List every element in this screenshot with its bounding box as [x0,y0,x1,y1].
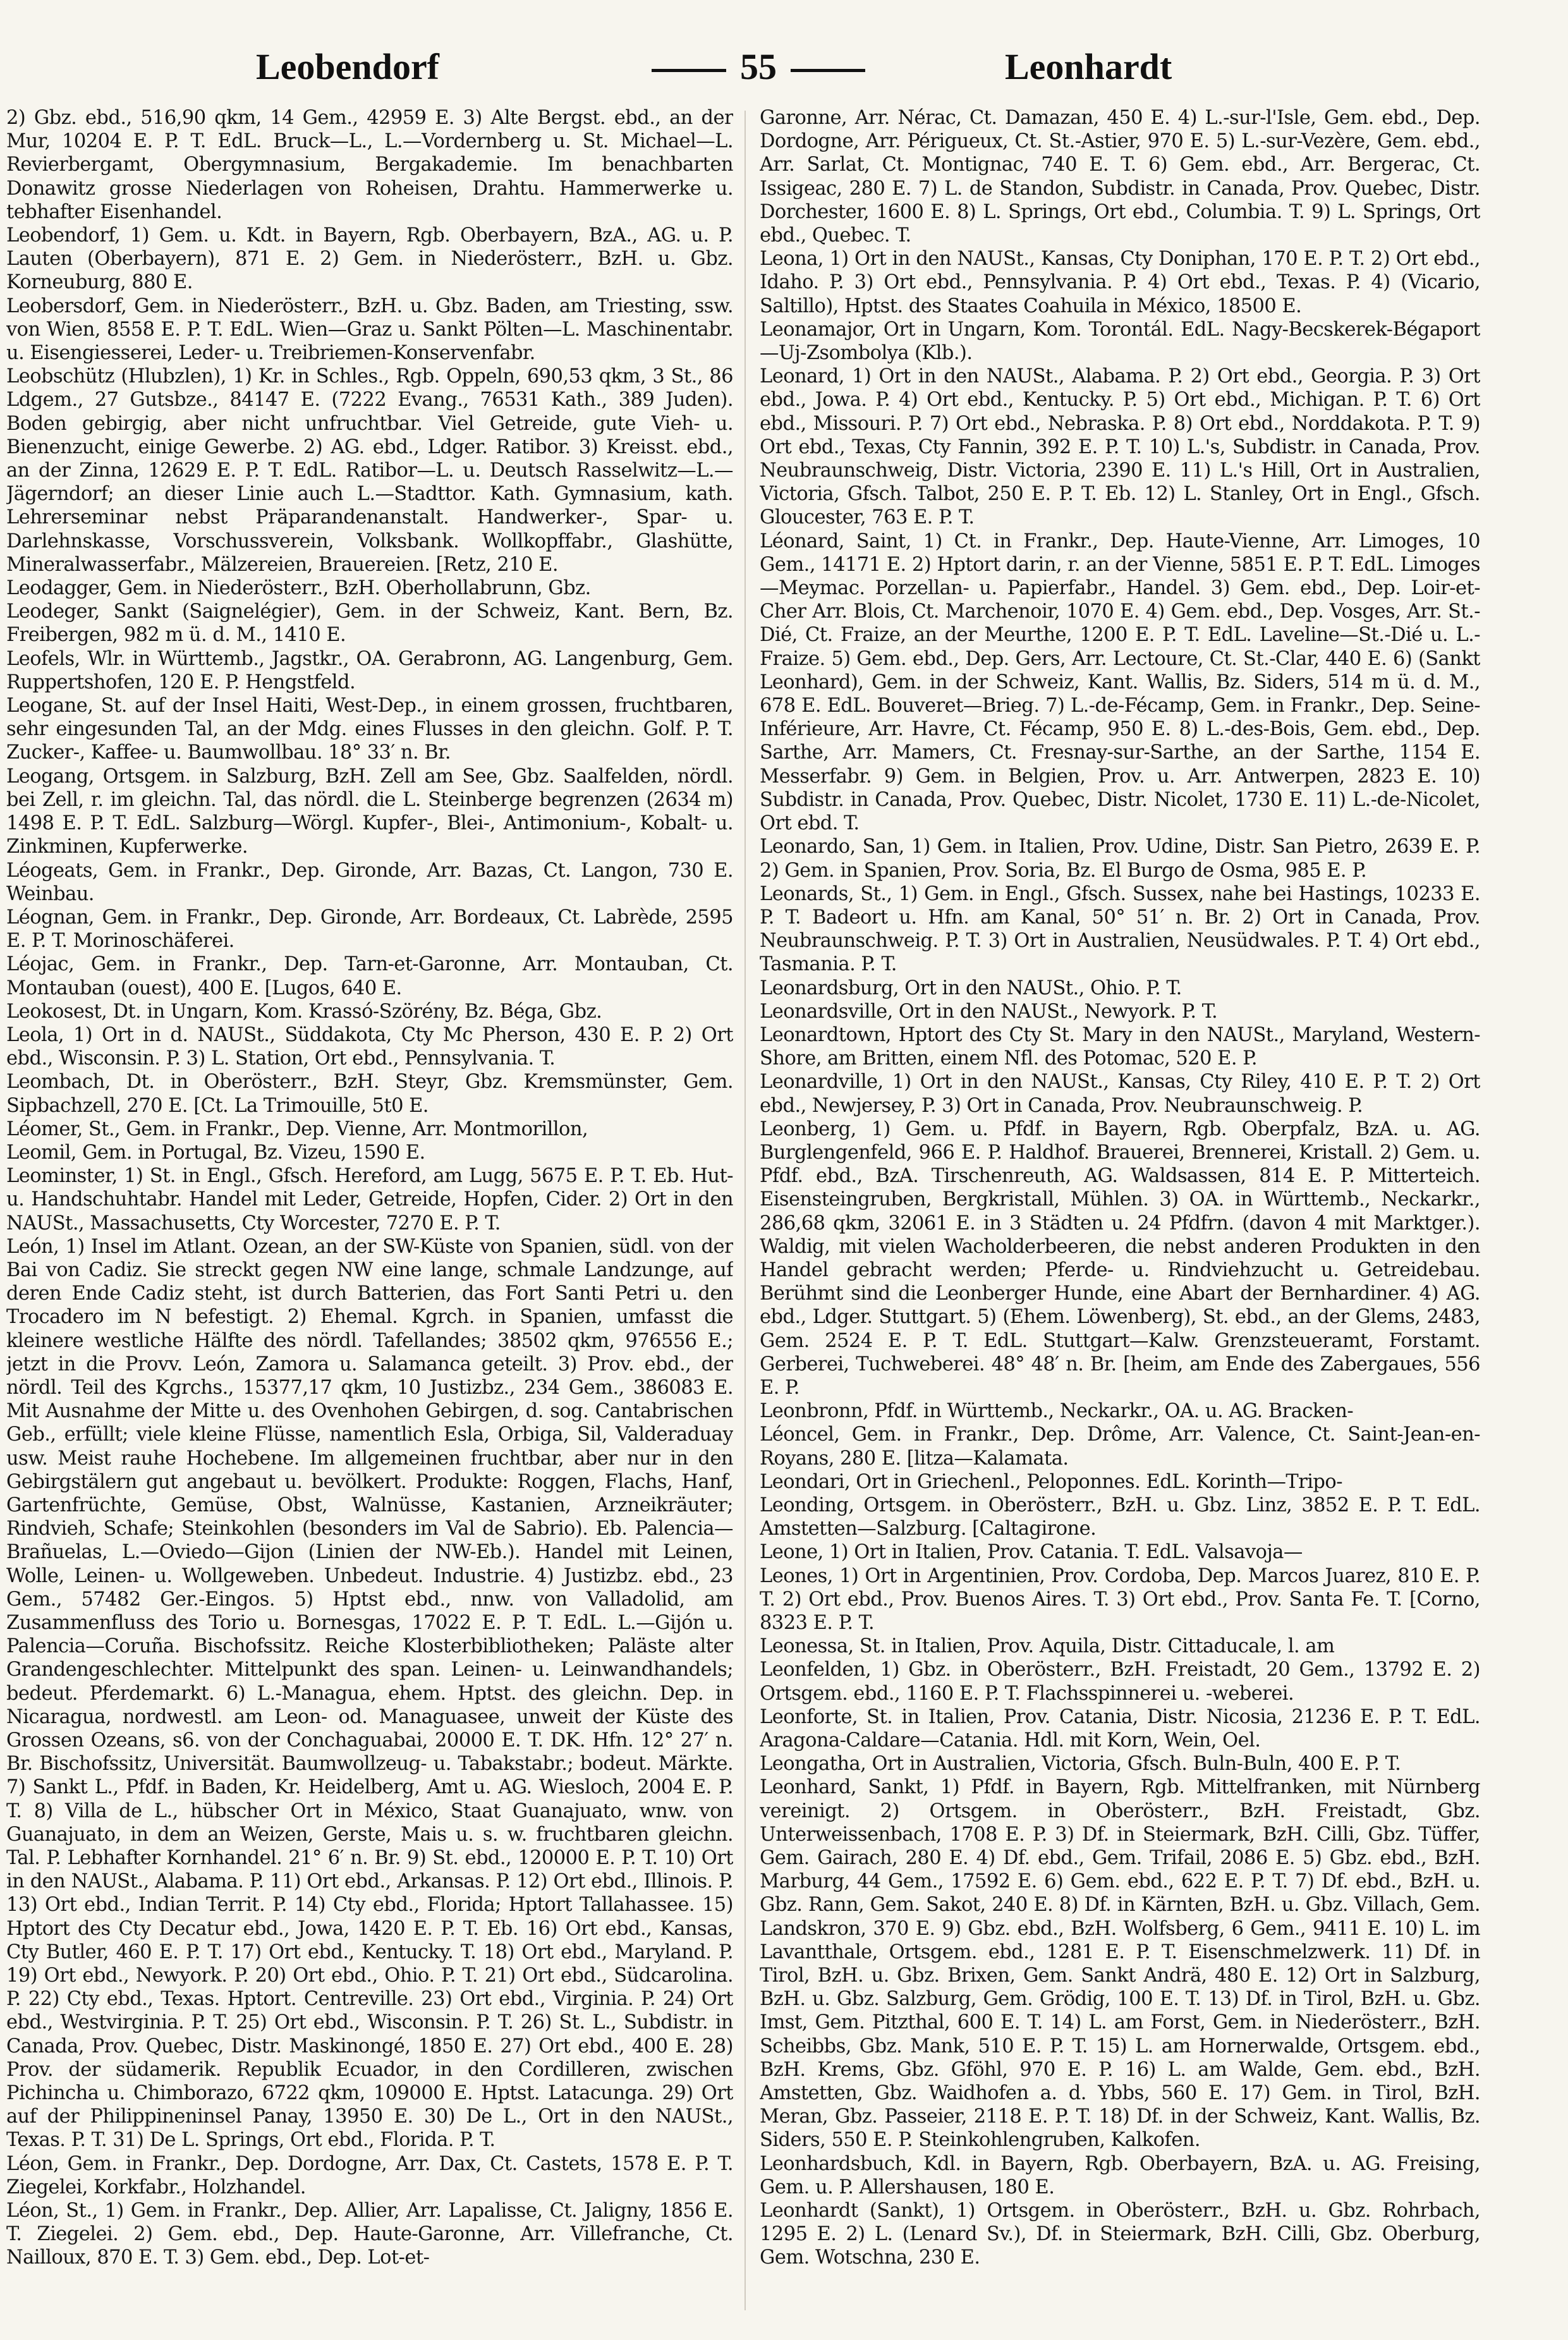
entry-paragraph: Leobendorf, 1) Gem. u. Kdt. in Bayern, Rgb. Oberbayern, BzA., AG. u. P. Lauten (Oberbayern), 871 E. 2) Gem. in Niederösterr., BzH. u. Gbz. Korneuburg, 880 E. [6,224,733,294]
entry-paragraph: Léoncel, Gem. in Frankr., Dep. Drôme, Arr. Valence, Ct. Saint-Jean-en-Royans, 280 E. [litza—Kalamata. [760,1423,1480,1470]
entry-paragraph: Garonne, Arr. Nérac, Ct. Damazan, 450 E. 4) L.-sur-l'Isle, Gem. ebd., Dep. Dordogne, Arr. Périgueux, Ct. St.-Astier, 970 E. 5) L.-sur-Vezère, Gem. ebd., Arr. Sarlat, Ct. Montignac, 740 E. T. 6) Gem. ebd., Arr. Bergerac, Ct. Issigeac, 280 E. 7) L. de Standon, Subdistr. in Canada, Prov. Quebec, Distr. Dorchester, 1600 E. 8) L. Springs, Ort ebd., Columbia. T. 9) L. Springs, Ort ebd., Quebec. T. [760,107,1480,247]
page-number: 55 [740,46,777,87]
entry-paragraph: Leobschütz (Hlubzlen), 1) Kr. in Schles., Rgb. Oppeln, 690,53 qkm, 3 St., 86 Ldgem., 27 Gutsbze., 84147 E. (7222 Evang., 76531 Kath., 389 Juden). Boden gebirgig, aber nicht unfruchtbar. Viel Getreide, gute Vieh- u. Bienenzucht, einige Gewerbe. 2) AG. ebd., Ldger. Ratibor. 3) Kreisst. ebd., an der Zinna, 12629 E. P. T. EdL. Ratibor—L. u. Deutsch Rasselwitz—L.—Jägerndorf; an dieser Linie auch L.—Stadttor. Kath. Gymnasium, kath. Lehrerseminar nebst Präparandenanstalt. Handwerker-, Spar- u. Darlehnskasse, Vorschussverein, Volksbank. Wollkopffabr., Glashütte, Mineralwasserfabr., Mälzereien, Brauereien. [Retz, 210 E. [6,365,733,576]
entry-paragraph: Leogang, Ortsgem. in Salzburg, BzH. Zell am See, Gbz. Saalfelden, nördl. bei Zell, r. im gleichn. Tal, das nördl. die L. Steinberge begrenzen (2634 m) 1498 E. P. T. EdL. Salzburg—Wörgl. Kupfer-, Blei-, Antimonium-, Kobalt- u. Zinkminen, Kupferwerke. [6,765,733,858]
dash-right [791,69,865,72]
entry-paragraph: Leongatha, Ort in Australien, Victoria, Gfsch. Buln-Buln, 400 E. P. T. [760,1753,1401,1776]
entry-paragraph: Leonhard, Sankt, 1) Pfdf. in Bayern, Rgb. Mittelfranken, mit Nürnberg vereinigt. 2) Ortsgem. in Oberösterr., BzH. Freistadt, Gbz. Unterweissenbach, 1708 E. P. 3) Df. in Steiermark, BzH. Cilli, Gbz. Tüffer, Gem. Gairach, 280 E. 4) Df. ebd., Gem. Trifail, 2086 E. 5) Gbz. ebd., BzH. Marburg, 44 Gem., 17592 E. 6) Gem. ebd., 622 E. P. T. 7) Df. ebd., BzH. u. Gbz. Rann, Gem. Sakot, 240 E. 8) Df. in Kärnten, BzH. u. Gbz. Villach, Gem. Landskron, 370 E. 9) Gbz. ebd., BzH. Wolfsberg, 6 Gem., 9411 E. 10) L. im Lavantthale, Ortsgem. ebd., 1281 E. P. T. Eisenschmelzwerk. 11) Df. in Tirol, BzH. u. Gbz. Brixen, Gem. Sankt Andrä, 480 E. 12) Ort in Salzburg, BzH. u. Gbz. Salzburg, Gem. Grödig, 100 E. T. 13) Df. in Tirol, BzH. u. Gbz. Imst, Gem. Pitzthal, 600 E. T. 14) L. am Forst, Gem. in Niederösterr., BzH. Scheibbs, Gbz. Mank, 510 E. P. T. 15) L. am Hornerwalde, Ortsgem. ebd., BzH. Krems, Gbz. Gföhl, 970 E. P. 16) L. am Walde, Gem. ebd., BzH. Amstetten, Gbz. Waidhofen a. d. Ybbs, 560 E. 17) Gem. in Tirol, BzH. Meran, Gbz. Passeier, 2118 E. P. T. 18) Df. in der Schweiz, Kant. Wallis, Bz. Siders, 550 E. P. Steinkohlengruben, Kalkofen. [760,1776,1480,2152]
left-column [6,106,733,2319]
entry-paragraph: Leone, 1) Ort in Italien, Prov. Catania. T. EdL. Valsavoja— [760,1541,1303,1564]
entry-paragraph: Leonardsburg, Ort in den NAUSt., Ohio. P. T. [760,977,1182,999]
entry-paragraph: Leonard, 1) Ort in den NAUSt., Alabama. P. 2) Ort ebd., Georgia. P. 3) Ort ebd., Jowa. P. 4) Ort ebd., Kentucky. P. 5) Ort ebd., Michigan. P. T. 6) Ort ebd., Missouri. P. 7) Ort ebd., Nebraska. P. 8) Ort ebd., Norddakota. P. T. 9) Ort ebd., Texas, Cty Fannin, 392 E. P. T. 10) L.'s, Subdistr. in Canada, Prov. Neubraunschweig, Distr. Victoria, 2390 E. 11) L.'s Hill, Ort in Australien, Victoria, Gfsch. Talbot, 250 E. P. T. Eb. 12) L. Stanley, Ort in Engl., Gfsch. Gloucester, 763 E. P. T. [760,365,1480,529]
entry-paragraph: Leofels, Wlr. in Württemb., Jagstkr., OA. Gerabronn, AG. Langenburg, Gem. Ruppertshofen, 120 E. P. Hengstfeld. [6,647,733,693]
dash-left [652,69,726,72]
entry-paragraph: Leones, 1) Ort in Argentinien, Prov. Cordoba, Dep. Marcos Juarez, 810 E. P. T. 2) Ort ebd., Prov. Buenos Aires. T. 3) Ort ebd., Prov. Santa Fe. T. [Corno, 8323 E. P. T. [760,1564,1480,1634]
entry-paragraph: Leonbronn, Pfdf. in Württemb., Neckarkr., OA. u. AG. Bracken- [760,1400,1354,1423]
entry-paragraph: Léognan, Gem. in Frankr., Dep. Gironde, Arr. Bordeaux, Ct. Labrède, 2595 E. P. T. Morinoschäferei. [6,906,733,953]
entry-paragraph: Leona, 1) Ort in den NAUSt., Kansas, Cty Doniphan, 170 E. P. T. 2) Ort ebd., Idaho. P. 3) Ort ebd., Pennsylvania. P. 4) Ort ebd., Texas. P. 4) (Vicario, Saltillo), Hptst. des Staates Coahuila in México, 18500 E. [760,248,1480,317]
entry-paragraph: Leogane, St. auf der Insel Haiti, West-Dep., in einem grossen, fruchtbaren, sehr eingesunden Tal, an der Mdg. eines Flusses in den gleichn. Golf. P. T. Zucker-, Kaffee- u. Baumwollbau. 18° 33′ n. Br. [6,695,733,764]
entry-paragraph: Leonessa, St. in Italien, Prov. Aquila, Distr. Cittaducale, l. am [760,1635,1335,1658]
entry-paragraph: Leonberg, 1) Gem. u. Pfdf. in Bayern, Rgb. Oberpfalz, BzA. u. AG. Burglengenfeld, 966 E. P. Haldhof. Brauerei, Brennerei, Kristall. 2) Gem. u. Pfdf. ebd., BzA. Tirschenreuth, AG. Waldsassen, 814 E. P. Mitterteich. Eisensteingruben, Bergkristall, Mühlen. 3) OA. in Württemb., Neckarkr., 286,68 qkm, 32061 E. in 3 Städten u. 24 Pfdfrn. (davon 4 mit Marktger.). Waldig, mit vielen Wacholderbeeren, die nebst anderen Produkten in den Handel gebracht werden; Pferde- u. Rindviehzucht u. Getreidebau. Berühmt sind die Leonberger Hunde, eine Abart der Bernhardiner. 4) AG. ebd., Ldger. Stuttgart. 5) (Ehem. Löwenberg), St. ebd., an der Glems, 2483, Gem. 2524 E. P. T. EdL. Stuttgart—Kalw. Grenzsteueramt, Forstamt. Gerberei, Tuchweberei. 48° 48′ n. Br. [heim, am Ende des Zabergaues, 556 E. P. [760,1118,1480,1399]
entry-paragraph: Leonardsville, Ort in den NAUSt., Newyork. P. T. [760,1000,1218,1023]
entry-paragraph: Léonard, Saint, 1) Ct. in Frankr., Dep. Haute-Vienne, Arr. Limoges, 10 Gem., 14171 E. 2) Hptort darin, r. an der Vienne, 5851 E. P. T. EdL. Limoges—Meymac. Porzellan- u. Papierfabr., Handel. 3) Gem. ebd., Dep. Loir-et-Cher Arr. Blois, Ct. Marchenoir, 1070 E. 4) Gem. ebd., Dep. Vosges, Arr. St.-Dié, Ct. Fraize, an der Meurthe, 1200 E. P. T. EdL. Laveline—St.-Dié u. L.-Fraize. 5) Gem. ebd., Dep. Gers, Arr. Lectoure, Ct. St.-Clar, 440 E. 6) (Sankt Leonhard), Gem. in der Schweiz, Kant. Wallis, Bz. Siders, 514 m ü. d. M., 678 E. EdL. Bouveret—Brieg. 7) L.-de-Fécamp, Gem. in Frankr., Dep. Seine-Inférieure, Arr. Havre, Ct. Fécamp, 950 E. 8) L.-des-Bois, Gem. ebd., Dep. Sarthe, Arr. Mamers, Ct. Fresnay-sur-Sarthe, an der Sarthe, 1154 E. Messerfabr. 9) Gem. in Belgien, Prov. u. Arr. Antwerpen, 2823 E. 10) Subdistr. in Canada, Prov. Quebec, Distr. Nicolet, 1730 E. 11) L.-de-Nicolet, Ort ebd. T. [760,530,1480,835]
entry-paragraph: Leonardtown, Hptort des Cty St. Mary in den NAUSt., Maryland, Western-Shore, am Britten, einem Nfl. des Potomac, 520 E. P. [760,1023,1480,1070]
entry-paragraph: Leonardville, 1) Ort in den NAUSt., Kansas, Cty Riley, 410 E. P. T. 2) Ort ebd., Newjersey, P. 3) Ort in Canada, Prov. Neubraunschweig. P. [760,1071,1480,1117]
entry-paragraph: Léomer, St., Gem. in Frankr., Dep. Vienne, Arr. Montmorillon, [6,1118,588,1140]
entry-paragraph: Leodeger, Sankt (Saignelégier), Gem. in der Schweiz, Kant. Bern, Bz. Freibergen, 982 m ü. d. M., 1410 E. [6,600,733,647]
entry-paragraph: León, 1) Insel im Atlant. Ozean, an der SW-Küste von Spanien, südl. von der Bai von Cadiz. Sie streckt gegen NW eine lange, schmale Landzunge, auf deren Ende Cadiz steht, ist durch Batterien, das Fort Santi Petri u. den Trocadero im N befestigt. 2) Ehemal. Kgrch. in Spanien, umfasst die kleinere westliche Hälfte des nördl. Tafellandes; 38502 qkm, 976556 E.; jetzt in die Provv. León, Zamora u. Salamanca geteilt. 3) Prov. ebd., der nördl. Teil des Kgrchs., 15377,17 qkm, 10 Justizbz., 234 Gem., 386083 E. Mit Ausnahme der Mitte u. des Ovenhohen Gebirgen, d. sog. Cantabrischen Geb., erfüllt; viele kleine Flüsse, namentlich Esla, Orbiga, Sil, Valderaduay usw. Meist rauhe Hochebene. Im allgemeinen fruchtbar, aber nur in den Gebirgstälern gut angebaut u. bevölkert. Produkte: Roggen, Flachs, Hanf, Gartenfrüchte, Gemüse, Obst, Walnüsse, Kastanien, Arzneikräuter; Rindvieh, Schafe; Steinkohlen (besonders im Val de Sabrio). Eb. Palencia—Brañuelas, L.—Oviedo—Gijon (Linien der NW-Eb.). Handel mit Leinen, Wolle, Leinen- u. Wollgeweben. Unbedeut. Industrie. 4) Justizbz. ebd., 23 Gem., 57482 Ger.-Eingos. 5) Hptst ebd., nnw. von Valladolid, am Zusammenfluss des Torio u. Bornesgas, 17022 E. P. T. EdL. L.—Gijón u. Palencia—Coruña. Bischofssitz. Reiche Klosterbibliotheken; Paläste alter Grandengeschlechter. Mittelpunkt des span. Leinen- u. Leinwandhandels; bedeut. Pferdemarkt. 6) L.-Managua, ehem. Hptst. des gleichn. Dep. in Nicaragua, nordwestl. am Leon- od. Managuasee, unweit der Küste des Grossen Ozeans, s6. von der Conchaguabai, 20000 E. T. DK. Hfn. 12° 27′ n. Br. Bischofssitz, Universität. Baumwollzeug- u. Tabakstabr.; bodeut. Märkte. 7) Sankt L., Pfdf. in Baden, Kr. Heidelberg, Amt u. AG. Wiesloch, 2004 E. P. T. 8) Villa de L., hübscher Ort in México, Staat Guanajuato, wnw. von Guanajuato, in dem an Weizen, Gerste, Mais u. s. w. fruchtbaren gleichn. Tal. P. Lebhafter Kornhandel. 21° 6′ n. Br. 9) St. ebd., 120000 E. P. T. 10) Ort in den NAUSt., Alabama. P. 11) Ort ebd., Arkansas. P. 12) Ort ebd., Illinois. P. 13) Ort ebd., Indian Territ. P. 14) Cty ebd., Florida; Hptort Tallahassee. 15) Hptort des Cty Decatur ebd., Jowa, 1420 E. P. T. Eb. 16) Ort ebd., Kansas, Cty Butler, 460 E. P. T. 17) Ort ebd., Kentucky. T. 18) Ort ebd., Maryland. P. 19) Ort ebd., Newyork. P. 20) Ort ebd., Ohio. P. T. 21) Ort ebd., Südcarolina. P. 22) Cty ebd., Texas. Hptort. Centreville. 23) Ort ebd., Virginia. P. 24) Ort ebd., Westvirginia. P. T. 25) Ort ebd., Wisconsin. P. T. 26) St. L., Subdistr. in Canada, Prov. Quebec, Distr. Maskinongé, 1850 E. 27) Ort ebd., 400 E. 28) Prov. der südamerik. Republik Ecuador, in den Cordilleren, zwischen Pichincha u. Chimborazo, 6722 qkm, 109000 E. Hptst. Latacunga. 29) Ort auf der Philippineninsel Panay, 13950 E. 30) De L., Ort in den NAUSt., Texas. P. T. 31) De L. Springs, Ort ebd., Florida. P. T. [6,1235,733,2152]
entry-paragraph: Leonamajor, Ort in Ungarn, Kom. Torontál. EdL. Nagy-Becskerek-Bégaport—Uj-Zsombolya (Klb.). [760,318,1480,365]
entry-paragraph: Leonding, Ortsgem. in Oberösterr., BzH. u. Gbz. Linz, 3852 E. P. T. EdL. Amstetten—Salzburg. [Caltagirone. [760,1494,1480,1540]
entry-paragraph: Leominster, 1) St. in Engl., Gfsch. Hereford, am Lugg, 5675 E. P. T. Eb. Hut- u. Handschuhtabr. Handel mit Leder, Getreide, Hopfen, Cider. 2) Ort in den NAUSt., Massachusetts, Cty Worcester, 7270 E. P. T. [6,1165,733,1234]
page-number-block [632,46,885,88]
entry-paragraph: Léojac, Gem. in Frankr., Dep. Tarn-et-Garonne, Arr. Montauban, Ct. Montauban (ouest), 400 E. [Lugos, 640 E. [6,953,733,999]
entry-paragraph: Leonforte, St. in Italien, Prov. Catania, Distr. Nicosia, 21236 E. P. T. EdL. Aragona-Caldare—Catania. Hdl. mit Korn, Wein, Oel. [760,1705,1480,1752]
running-header [0,39,1568,102]
entry-paragraph: Leodagger, Gem. in Niederösterr., BzH. Oberhollabrunn, Gbz. [6,577,591,600]
header-last-entry: Leonhardt [1005,46,1172,87]
right-column [760,106,1480,2319]
entry-paragraph: Leonards, St., 1) Gem. in Engl., Gfsch. Sussex, nahe bei Hastings, 10233 E. P. T. Badeort u. Hfn. am Kanal, 50° 51′ n. Br. 2) Ort in Canada, Prov. Neubraunschweig. P. T. 3) Ort in Australien, Neusüdwales. P. T. 4) Ort ebd., Tasmania. P. T. [760,882,1480,976]
entry-paragraph: Leonfelden, 1) Gbz. in Oberösterr., BzH. Freistadt, 20 Gem., 13792 E. 2) Ortsgem. ebd., 1160 E. P. T. Flachsspinnerei u. -weberei. [760,1659,1480,1705]
entry-paragraph: Leobersdorf, Gem. in Niederösterr., BzH. u. Gbz. Baden, am Triesting, ssw. von Wien, 8558 E. P. T. EdL. Wien—Graz u. Sankt Pölten—L. Maschinentabr. u. Eisengiesserei, Leder- u. Treibriemen-Konservenfabr. [6,295,733,365]
entry-paragraph: Léon, Gem. in Frankr., Dep. Dordogne, Arr. Dax, Ct. Castets, 1578 E. P. T. Ziegelei, Korkfabr., Holzhandel. [6,2152,733,2198]
entry-paragraph: Léon, St., 1) Gem. in Frankr., Dep. Allier, Arr. Lapalisse, Ct. Jaligny, 1856 E. T. Ziegelei. 2) Gem. ebd., Dep. Haute-Garonne, Arr. Villefranche, Ct. Nailloux, 870 E. T. 3) Gem. ebd., Dep. Lot-et- [6,2200,733,2269]
entry-paragraph: Leonhardt (Sankt), 1) Ortsgem. in Oberösterr., BzH. u. Gbz. Rohrbach, 1295 E. 2) L. (Lenard Sv.), Df. in Steiermark, BzH. Cilli, Gbz. Oberburg, Gem. Wotschna, 230 E. [760,2200,1480,2269]
entry-paragraph: Léogeats, Gem. in Frankr., Dep. Gironde, Arr. Bazas, Ct. Langon, 730 E. Weinbau. [6,859,733,905]
entry-paragraph: Leonhardsbuch, Kdl. in Bayern, Rgb. Oberbayern, BzA. u. AG. Freising, Gem. u. P. Allershausen, 180 E. [760,2152,1480,2198]
entry-paragraph: Leola, 1) Ort in d. NAUSt., Süddakota, Cty Mc Pherson, 430 E. P. 2) Ort ebd., Wisconsin. P. 3) L. Station, Ort ebd., Pennsylvania. T. [6,1023,733,1070]
entry-paragraph: 2) Gbz. ebd., 516,90 qkm, 14 Gem., 42959 E. 3) Alte Bergst. ebd., an der Mur, 10204 E. P. T. EdL. Bruck—L., L.—Vordernberg u. St. Michael—L. Revierbergamt, Obergymnasium, Bergakademie. Im benachbarten Donawitz grosse Niederlagen von Roheisen, Drahtu. Hammerwerke u. tebhafter Eisenhandel. [6,107,733,223]
entry-paragraph: Leokosest, Dt. in Ungarn, Kom. Krassó-Szörény, Bz. Béga, Gbz. [6,1000,602,1023]
entry-paragraph: Leonardo, San, 1) Gem. in Italien, Prov. Udine, Distr. San Pietro, 2639 E. P. 2) Gem. in Spanien, Prov. Soria, Bz. El Burgo de Osma, 985 E. P. [760,836,1480,882]
header-first-entry: Leobendorf [256,46,439,87]
column-divider [744,111,746,2310]
entry-paragraph: Leomil, Gem. in Portugal, Bz. Vizeu, 1590 E. [6,1141,425,1164]
entry-paragraph: Leondari, Ort in Griechenl., Peloponnes. EdL. Korinth—Tripo- [760,1470,1342,1493]
entry-paragraph: Leombach, Dt. in Oberösterr., BzH. Steyr, Gbz. Kremsmünster, Gem. Sipbachzell, 270 E. [Ct. La Trimouille, 5t0 E. [6,1071,733,1117]
